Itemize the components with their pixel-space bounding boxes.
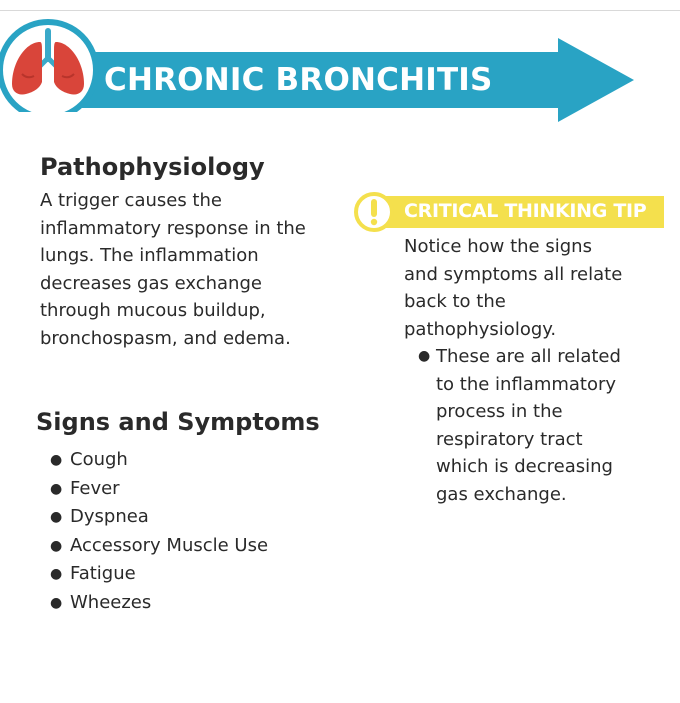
bullet-icon: ● [418, 348, 431, 364]
text-line: pathophysiology. [404, 318, 557, 340]
text-line: A trigger causes the [40, 190, 222, 211]
text-line: bronchospasm, and edema. [40, 327, 291, 349]
list-item: ● Cough [50, 449, 128, 470]
page-title: CHRONIC BRONCHITIS [104, 62, 493, 98]
text-line: Notice how the signs [404, 236, 592, 257]
text-line: inflammatory response in the [40, 217, 306, 239]
text-line: process in the [436, 401, 563, 423]
text-line: respiratory tract [436, 428, 583, 450]
lungs-icon [0, 12, 100, 112]
text-line: back to the [404, 291, 506, 313]
pathophysiology-heading: Pathophysiology [40, 153, 265, 181]
text-line: lungs. The inflammation [40, 245, 259, 267]
pathophysiology-text [40, 187, 350, 353]
exclamation-icon [371, 199, 377, 225]
list-item: ● Fatigue [50, 563, 136, 585]
text-line: which is decreasing [436, 456, 613, 478]
list-item: ● Fever [50, 477, 120, 499]
list-item: ● Wheezes [50, 591, 152, 613]
text-line: and symptoms all relate [404, 263, 623, 285]
signs-heading: Signs and Symptoms [36, 408, 320, 436]
list-item: ● Accessory Muscle Use [50, 534, 269, 556]
text-line: through mucous buildup, [40, 300, 266, 322]
text-line: decreases gas exchange [40, 272, 262, 294]
tip-text [404, 233, 674, 343]
list-item: ● Dyspnea [50, 506, 149, 528]
symptoms-list [50, 446, 268, 618]
text-line: gas exchange. [436, 483, 567, 505]
text-line: to the inflammatory [436, 373, 617, 395]
tip-label: CRITICAL THINKING TIP [404, 200, 647, 222]
tip-bullet [418, 343, 668, 509]
text-line: These are all related [436, 346, 621, 367]
